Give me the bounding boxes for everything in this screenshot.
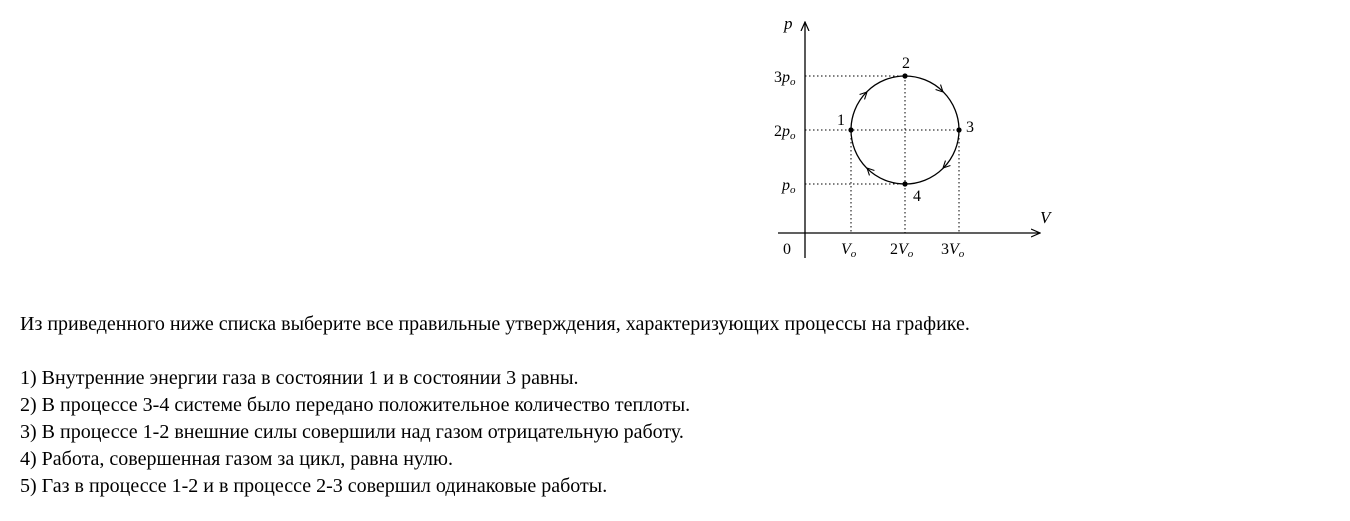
point-4-dot	[902, 181, 907, 186]
option-1: 1) Внутренние энергии газа в состоянии 1 и в состоянии 3 равны.	[20, 367, 579, 389]
v-tick-2v0: 2Vo	[890, 241, 914, 260]
option-3: 3) В процессе 1-2 внешние силы совершили над газом отрицательную работу.	[20, 421, 684, 443]
point-3-label: 3	[966, 119, 974, 136]
point-4-label: 4	[913, 188, 921, 205]
question-text: Из приведенного ниже списка выберите все правильные утверждения, характеризующих процессы на графике.	[20, 313, 970, 335]
point-2-label: 2	[902, 55, 910, 72]
guide-lines	[805, 76, 959, 233]
p-axis-label: p	[784, 14, 793, 33]
answer-options-list	[20, 365, 690, 500]
point-2-dot	[902, 73, 907, 78]
origin-label: 0	[783, 241, 791, 258]
p-tick-3p0: 3po	[774, 69, 796, 88]
v-axis-label: V	[1040, 208, 1051, 227]
point-1-dot	[848, 127, 853, 132]
v-tick-v0: Vo	[841, 241, 857, 260]
p-tick-p0: po	[782, 177, 796, 196]
point-3-dot	[956, 127, 961, 132]
option-2: 2) В процессе 3-4 системе было передано положительное количество теплоты.	[20, 394, 691, 416]
option-5: 5) Газ в процессе 1-2 и в процессе 2-3 совершил одинаковые работы.	[20, 475, 608, 497]
v-tick-3v0: 3Vo	[941, 241, 965, 260]
p-tick-2p0: 2po	[774, 123, 796, 142]
point-1-label: 1	[837, 112, 845, 129]
option-4: 4) Работа, совершенная газом за цикл, равна нулю.	[20, 448, 453, 470]
